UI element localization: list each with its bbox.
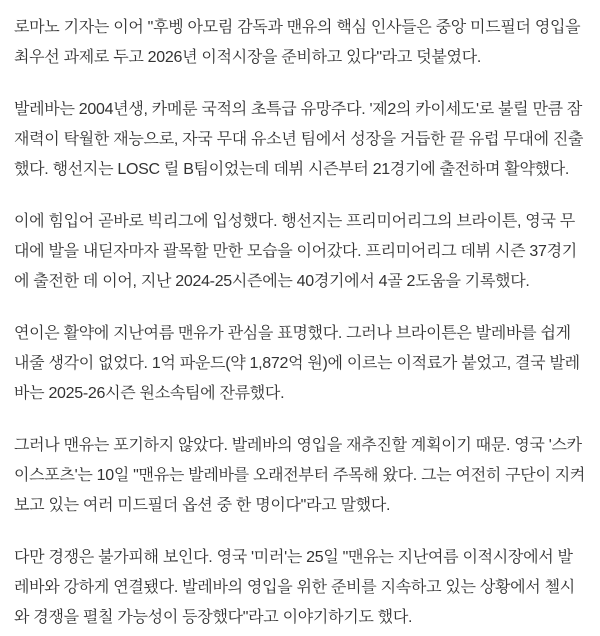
article-paragraph: 그러나 맨유는 포기하지 않았다. 발레바의 영입을 재추진할 계획이기 때문. 영국 '스카이스포츠'는 10일 "맨유는 발레바를 오래전부터 주목해 왔다. 그는 여전히 구단이 지켜보고 있는 여러 미드필더 옵션 중 한 명이다"라고 말했다. — [14, 437, 586, 514]
article-paragraph: 다만 경쟁은 불가피해 보인다. 영국 '미러'는 25일 "맨유는 지난여름 이적시장에서 발레바와 강하게 연결됐다. 발레바의 영입을 위한 준비를 지속하고 있는 상황에서 첼시와 경쟁을 펼칠 가능성이 등장했다"라고 이야기하기도 했다. — [14, 549, 575, 626]
article-paragraph: 이에 힘입어 곧바로 빅리그에 입성했다. 행선지는 프리미어리그의 브라이튼, 영국 무대에 발을 내딛자마자 괄목할 만한 모습을 이어갔다. 프리미어리그 데뷔 시즌 37경기에 출전한 데 이어, 지난 2024-25시즌에는 40경기에서 4골 2도움을 기록했다. — [14, 213, 577, 290]
article-paragraph: 로마노 기자는 이어 "후벵 아모림 감독과 맨유의 핵심 인사들은 중앙 미드필더 영입을 최우선 과제로 두고 2026년 이적시장을 준비하고 있다"라고 덧붙였다. — [14, 19, 581, 66]
article-paragraph: 발레바는 2004년생, 카메룬 국적의 초특급 유망주다. '제2의 카이세도'로 불릴 만큼 잠재력이 탁월한 재능으로, 자국 무대 유소년 팀에서 성장을 거듭한 끝 유럽 무대에 진출했다. 행선지는 LOSC 릴 B팀이었는데 데뷔 시즌부터 21경기에 출전하며 활약했다. — [14, 101, 584, 178]
article-paragraph: 연이은 활약에 지난여름 맨유가 관심을 표명했다. 그러나 브라이튼은 발레바를 쉽게 내줄 생각이 없었다. 1억 파운드(약 1,872억 원)에 이르는 이적료가 붙었고, 결국 발레바는 2025-26시즌 원소속팀에 잔류했다. — [14, 325, 580, 402]
